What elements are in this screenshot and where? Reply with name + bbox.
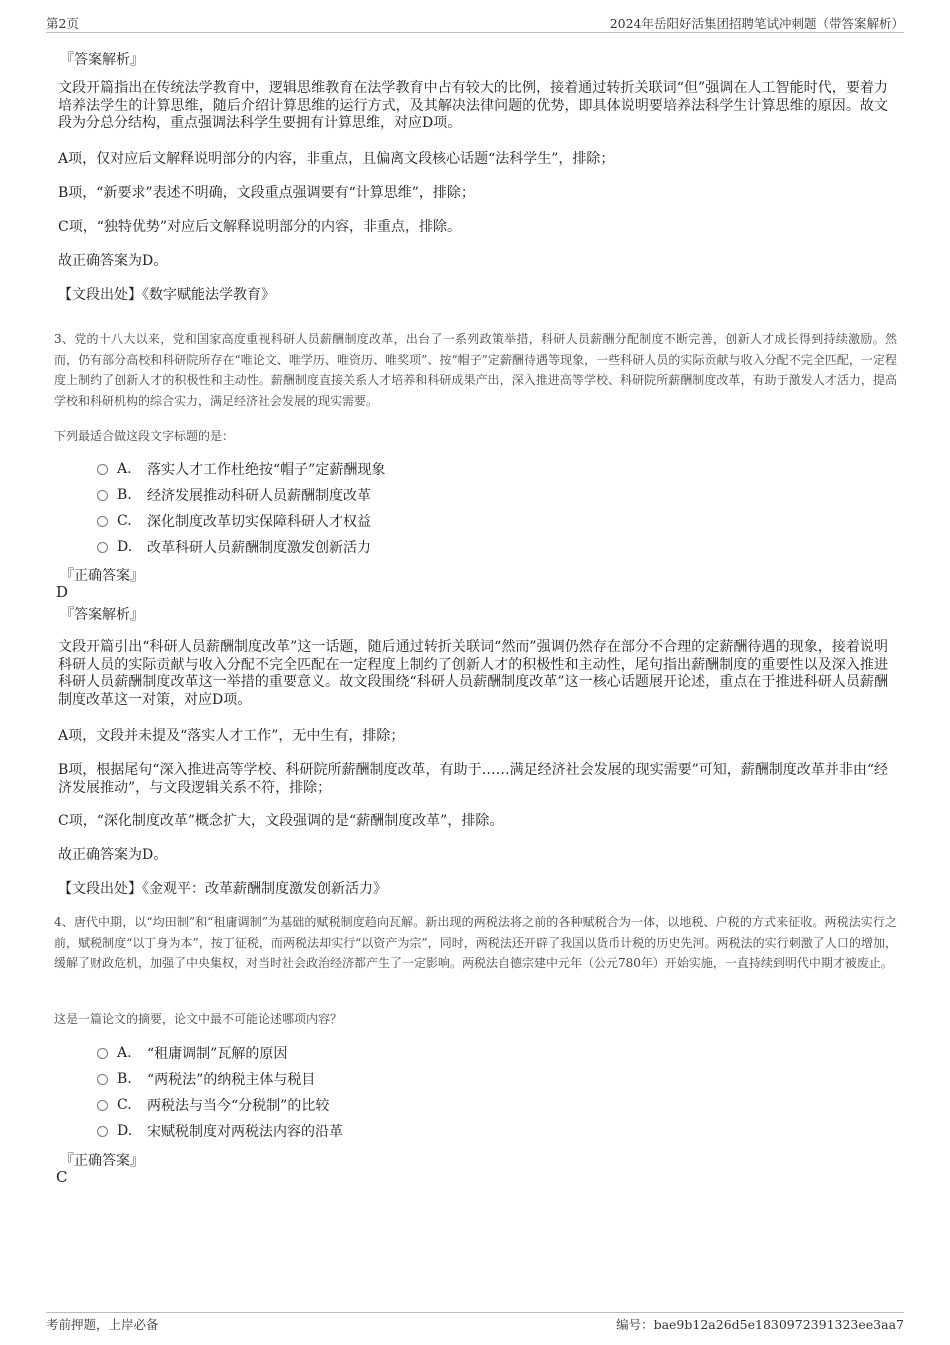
- conclusion: 故正确答案为D。: [58, 253, 168, 269]
- conclusion: 故正确答案为D。: [58, 847, 168, 863]
- question-4-text: 4、唐代中期，以“均田制”和“租庸调制”为基础的赋税制度趋向瓦解。新出现的两税法将之前的各种赋税合为一体，以地税、户税的方式来征收。两税法实行之前，赋税制度“以丁身为本”，按丁征税，而两税法却实行“以资产为宗”，同时，两税法还开辟了我国以货币计税的历史先河。两税法的实行刺激了人口的增加，缓解了财政危机，加强了中央集权，对当时社会政治经济都产生了一定影响。两税法自德宗建中元年（公元780年）开始实施，一直持续到明代中期才被废止。: [54, 915, 897, 970]
- option-text: 落实人才工作杜绝按“帽子”定薪酬现象: [147, 462, 386, 478]
- option-a-explanation: A项，仅对应后文解释说明部分的内容，非重点，且偏离文段核心话题“法科学生”，排除；: [58, 151, 615, 167]
- source: 【文段出处】《金观平：改革薪酬制度激发创新活力》: [58, 881, 387, 897]
- question-3-option-b[interactable]: [97, 485, 371, 505]
- radio-icon[interactable]: [97, 542, 108, 553]
- question-4-option-c[interactable]: [97, 1095, 329, 1115]
- analysis-label: 『答案解析』: [60, 607, 144, 623]
- option-letter: A.: [117, 461, 132, 477]
- radio-icon[interactable]: [97, 490, 108, 501]
- analysis-text: 文段开篇指出在传统法学教育中，逻辑思维教育在法学教育中占有较大的比例，接着通过转折关联词“但”强调在人工智能时代，要着力培养法学生的计算思维，随后介绍计算思维的运行方式，及其解决法律问题的优势，即具体说明要培养法科学生计算思维的原因。故文段为分总分结构，重点强调法科学生要拥有计算思维，对应D项。: [58, 80, 888, 131]
- correct-answer: D: [56, 583, 69, 601]
- option-text: 深化制度改革切实保障科研人才权益: [147, 514, 371, 530]
- option-text: 宋赋税制度对两税法内容的沿革: [147, 1124, 343, 1140]
- radio-icon[interactable]: [97, 1074, 108, 1085]
- option-letter: B.: [117, 487, 132, 503]
- question-4-option-b[interactable]: [97, 1069, 315, 1089]
- option-b-explanation: B项，“新要求”表述不明确，文段重点强调要有“计算思维”，排除；: [58, 185, 475, 201]
- option-text: 两税法与当今“分税制”的比较: [147, 1098, 330, 1114]
- option-text: “两税法”的纳税主体与税目: [147, 1072, 316, 1088]
- option-b-explanation: B项，根据尾句“深入推进高等学校、科研院所薪酬制度改革，有助于……满足经济社会发展的现实需要”可知，薪酬制度改革并非由“经济发展推动”，与文段逻辑关系不符，排除；: [58, 762, 888, 796]
- radio-icon[interactable]: [97, 464, 108, 475]
- option-letter: C.: [117, 1097, 132, 1113]
- correct-answer-label: 『正确答案』: [60, 568, 144, 584]
- option-letter: D.: [117, 1123, 133, 1139]
- analysis-label: 『答案解析』: [60, 52, 144, 68]
- question-3-prompt: 下列最适合做这段文字标题的是：: [54, 429, 235, 443]
- radio-icon[interactable]: [97, 1048, 108, 1059]
- radio-icon[interactable]: [97, 1126, 108, 1137]
- question-4-option-d[interactable]: [97, 1121, 343, 1141]
- option-letter: D.: [117, 539, 133, 555]
- question-4-prompt: 这是一篇论文的摘要，论文中最不可能论述哪项内容？: [54, 1012, 343, 1026]
- option-text: “租庸调制”瓦解的原因: [147, 1046, 288, 1062]
- option-c-explanation: C项，“独特优势”对应后文解释说明部分的内容，非重点，排除。: [58, 219, 462, 235]
- correct-answer-label: 『正确答案』: [60, 1153, 144, 1169]
- question-3-option-d[interactable]: [97, 537, 371, 557]
- radio-icon[interactable]: [97, 516, 108, 527]
- option-letter: C.: [117, 513, 132, 529]
- page-footer: [46, 1312, 904, 1335]
- option-text: 经济发展推动科研人员薪酬制度改革: [147, 488, 371, 504]
- document-title: 2024年岳阳好活集团招聘笔试冲刺题（带答案解析）: [609, 16, 904, 31]
- option-letter: A.: [117, 1045, 132, 1061]
- question-3-text: 3、党的十八大以来，党和国家高度重视科研人员薪酬制度改革，出台了一系列政策举措，科研人员薪酬分配制度不断完善，创新人才成长得到持续激励。然而，仍有部分高校和科研院所存在“唯论文、唯学历、唯资历、唯奖项”、按“帽子”定薪酬待遇等现象，一些科研人员的实际贡献与收入分配不完全匹配，一定程度上制约了创新人才的积极性和主动性。薪酬制度直接关系人才培养和科研成果产出，深入推进高等学校、科研院所薪酬制度改革，有助于激发人才活力，提高学校和科研机构的综合实力，满足经济社会发展的现实需要。: [54, 332, 897, 408]
- source: 【文段出处】《数字赋能法学教育》: [58, 287, 275, 303]
- footer-slogan: 考前押题，上岸必备: [46, 1317, 159, 1332]
- question-3-option-c[interactable]: [97, 511, 371, 531]
- page-header: [46, 14, 904, 33]
- option-a-explanation: A项，文段并未提及“落实人才工作”，无中生有，排除；: [58, 728, 405, 744]
- page-number: 第2页: [46, 16, 79, 31]
- correct-answer: C: [56, 1168, 68, 1186]
- question-3-option-a[interactable]: [97, 459, 385, 479]
- document-id: 编号：bae9b12a26d5e1830972391323ee3aa7: [616, 1317, 904, 1332]
- analysis-text: 文段开篇引出“科研人员薪酬制度改革”这一话题，随后通过转折关联词“然而”强调仍然存在部分不合理的定薪酬待遇的现象，接着说明科研人员的实际贡献与收入分配不完全匹配在一定程度上制约了创新人才的积极性和主动性，尾句指出薪酬制度的重要性以及深入推进科研人员薪酬制度改革这一举措的重要意义。故文段围绕“科研人员薪酬制度改革”这一核心话题展开论述，重点在于推进科研人员薪酬制度改革这一对策，对应D项。: [58, 639, 888, 708]
- option-c-explanation: C项，“深化制度改革”概念扩大，文段强调的是“薪酬制度改革”，排除。: [58, 813, 504, 829]
- option-letter: B.: [117, 1071, 132, 1087]
- radio-icon[interactable]: [97, 1100, 108, 1111]
- question-4-option-a[interactable]: [97, 1043, 287, 1063]
- option-text: 改革科研人员薪酬制度激发创新活力: [147, 540, 371, 556]
